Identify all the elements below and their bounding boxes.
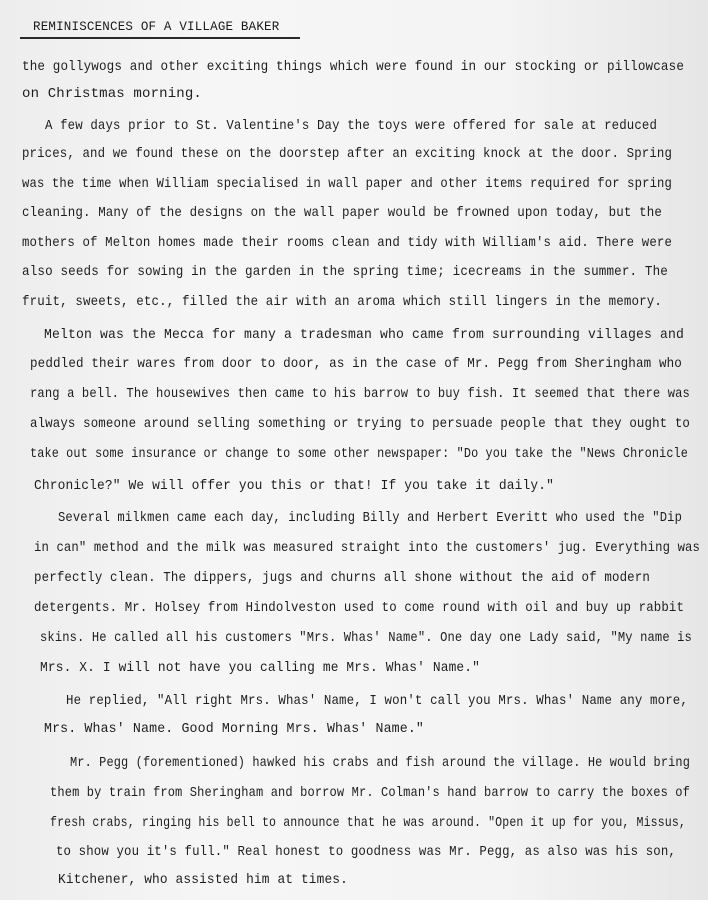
text-line: peddled their wares from door to door, as in the case of Mr. Pegg from Sheringham who	[30, 357, 682, 372]
text-line: on Christmas morning.	[22, 87, 202, 102]
text-line: perfectly clean. The dippers, jugs and churns all shone without the aid of modern	[34, 571, 650, 586]
text-line: Several milkmen came each day, including Billy and Herbert Everitt who used the "Dip	[58, 511, 683, 526]
text-line: detergents. Mr. Holsey from Hindolveston used to come round with oil and buy up rabbit	[34, 601, 685, 616]
text-line: Melton was the Mecca for many a tradesman who came from surrounding villages and	[44, 328, 685, 343]
page-title: REMINISCENCES OF A VILLAGE BAKER	[33, 20, 280, 34]
text-line: prices, and we found these on the doorstep after an exciting knock at the door. Spring	[22, 147, 673, 162]
text-line: always someone around selling something or trying to persuade people that they ought to	[30, 417, 691, 432]
text-line: cleaning. Many of the designs on the wall paper would be frowned upon today, but the	[22, 206, 662, 221]
text-line: A few days prior to St. Valentine's Day the toys were offered for sale at reduced	[45, 119, 658, 134]
text-line: Mr. Pegg (forementioned) hawked his crabs and fish around the village. He would bring	[70, 756, 691, 771]
text-line: them by train from Sheringham and borrow Mr. Colman's hand barrow to carry the boxes of	[50, 786, 691, 801]
text-line: Mrs. Whas' Name. Good Morning Mrs. Whas' Name."	[44, 722, 425, 737]
text-line: the gollywogs and other exciting things which were found in our stocking or pillowcase	[22, 60, 685, 75]
text-line: fruit, sweets, etc., filled the air with an aroma which still lingers in the memory.	[22, 295, 662, 310]
title-underline	[20, 37, 300, 39]
text-line: He replied, "All right Mrs. Whas' Name, I won't call you Mrs. Whas' Name any more,	[66, 694, 688, 709]
text-line: rang a bell. The housewives then came to his barrow to buy fish. It seemed that there was	[30, 387, 690, 402]
text-line: take out some insurance or change to some other newspaper: "Do you take the "News Chronicle	[30, 447, 689, 462]
text-line: was the time when William specialised in wall paper and other items required for spring	[22, 177, 672, 192]
text-line: Chronicle?" We will offer you this or that! If you take it daily."	[34, 479, 555, 494]
text-line: skins. He called all his customers "Mrs. Whas' Name". One day one Lady said, "My name is	[40, 631, 692, 646]
text-line: Mrs. X. I will not have you calling me Mrs. Whas' Name."	[40, 661, 481, 676]
text-line: also seeds for sowing in the garden in the spring time; icecreams in the summer. The	[22, 265, 668, 280]
text-line: fresh crabs, ringing his bell to announce that he was around. "Open it up for you, Missus,	[50, 816, 686, 831]
text-line: in can" method and the milk was measured straight into the customers' jug. Everything was	[34, 541, 701, 556]
text-line: mothers of Melton homes made their rooms clean and tidy with William's aid. There were	[22, 236, 673, 251]
text-line: Kitchener, who assisted him at times.	[58, 873, 348, 888]
text-line: to show you it's full." Real honest to goodness was Mr. Pegg, as also was his son,	[56, 845, 676, 860]
